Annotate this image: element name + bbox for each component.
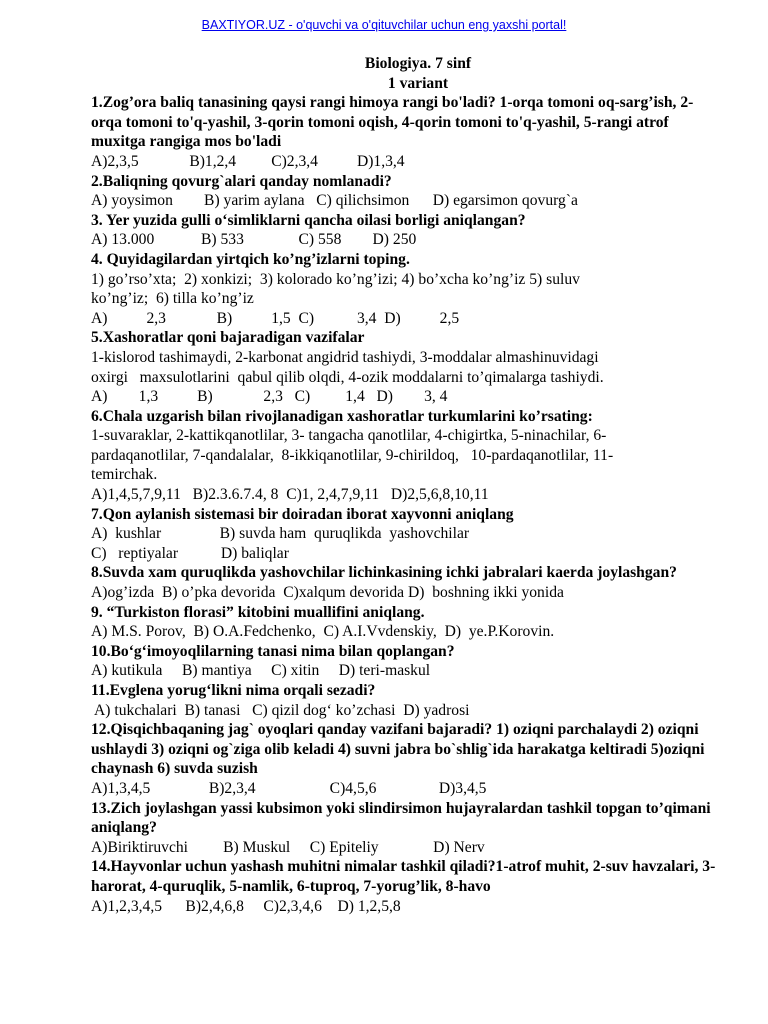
answer-line: temirchak.: [91, 466, 158, 484]
question-5: [91, 328, 721, 406]
answer-line: A) kutikula B) mantiya C) xitin D) teri-maskul: [91, 662, 431, 680]
answer-line: A)2,3,5 B)1,2,4 C)2,3,4 D)1,3,4: [91, 152, 405, 170]
answer-line: A) 1,3 B) 2,3 C) 1,4 D) 3, 4: [91, 388, 448, 406]
question-11: [91, 681, 721, 720]
answer-line: A)og’izda B) o’pka devorida C)xalqum devorida D) boshning ikki yonida: [91, 584, 564, 602]
question-14: [91, 857, 721, 916]
document-title: Biologiya. 7 sinf: [364, 55, 472, 72]
portal-header-link[interactable]: BAXTIYOR.UZ - o'quvchi va o'qituvchilar uchun eng yaxshi portal!: [201, 18, 567, 32]
question-text: 4. Quyidagilardan yirtqich ko’ng’izlarni toping.: [91, 250, 410, 268]
question-7: [91, 505, 721, 564]
question-text: 9. “Turkiston florasi” kitobini muallifini aniqlang.: [91, 603, 425, 621]
answer-line: A) kushlar B) suvda ham quruqlikda yashovchilar: [91, 525, 470, 543]
answer-line: A) tukchalari B) tanasi C) qizil dog‘ ko’zchasi D) yadrosi: [91, 701, 470, 719]
answer-line: ko’ng’iz; 6) tilla ko’ng’iz: [91, 290, 254, 308]
question-text: 2.Baliqning qovurg`alari qanday nomlanadi?: [91, 172, 392, 190]
answer-line: A)Biriktiruvchi B) Muskul C) Epiteliy D) Nerv: [91, 838, 485, 856]
question-text: 13.Zich joylashgan yassi kubsimon yoki slindirsimon hujayralardan tashkil topgan to’qimani aniqlang?: [91, 799, 711, 837]
question-text: 7.Qon aylanish sistemasi bir doiradan iborat xayvonni aniqlang: [91, 505, 514, 523]
test-document: [91, 54, 721, 916]
answer-line: A) 13.000 B) 533 C) 558 D) 250: [91, 231, 417, 249]
answer-line: 1-suvaraklar, 2-kattikqanotlilar, 3- tangacha qanotlilar, 4-chigirtka, 5-ninachilar, 6-: [91, 427, 607, 445]
question-text: 1.Zog’ora baliq tanasining qaysi rangi himoya rangi bo'ladi? 1-orqa tomoni oq-sarg’ish, 2-orqa tomoni to'q-yashil, 3-qorin tomoni oqish, 4-qorin tomoni to'q-yashil, 5-rangi atrof muxitga rangiga mos bo'ladi: [91, 94, 694, 151]
answer-line: A) M.S. Porov, B) O.A.Fedchenko, C) A.I.Vvdenskiy, D) ye.P.Korovin.: [91, 623, 555, 641]
question-text: 5.Xashoratlar qoni bajaradigan vazifalar: [91, 329, 365, 347]
answer-line: A)1,3,4,5 B)2,3,4 C)4,5,6 D)3,4,5: [91, 779, 487, 797]
question-12: [91, 720, 721, 798]
question-text: 12.Qisqichbaqaning jag` oyoqlari qanday vazifani bajaradi? 1) oziqni parchalaydi 2) oziqni ushlaydi 3) oziqni og`ziga olib keladi 4) suvni jabra bo`shlig`ida harakatga keltiradi 5)oziqni chaynash 6) suvda suzish: [91, 721, 705, 778]
question-list: [91, 93, 721, 916]
question-6: [91, 407, 721, 505]
question-3: [91, 211, 721, 250]
answer-line: oxirgi maxsulotlarini qabul qilib olqdi, 4-ozik moddalarni to’qimalarga tashiydi.: [91, 368, 604, 386]
question-8: [91, 563, 721, 602]
question-text: 8.Suvda xam quruqlikda yashovchilar lichinkasining ichki jabralari kaerda joylashgan?: [91, 564, 677, 582]
question-4: [91, 250, 721, 328]
answer-line: 1) go’rso’xta; 2) xonkizi; 3) kolorado ko’ng’izi; 4) bo’xcha ko’ng’iz 5) suluv: [91, 270, 580, 288]
answer-line: A) yoysimon B) yarim aylana C) qilichsimon D) egarsimon qovurg`a: [91, 192, 578, 210]
answer-line: A)1,4,5,7,9,11 B)2.3.6.7.4, 8 C)1, 2,4,7,9,11 D)2,5,6,8,10,11: [91, 486, 489, 504]
question-text: 14.Hayvonlar uchun yashash muhitni nimalar tashkil qiladi?1-atrof muhit, 2-suv havzalari, 3-harorat, 4-quruqlik, 5-namlik, 6-tuproq, 7-yorug’lik, 8-havo: [91, 858, 716, 895]
question-text: 10.Bo‘g‘imoyoqlilarning tanasi nima bilan qoplangan?: [91, 642, 455, 660]
document-variant: 1 variant: [387, 74, 449, 92]
question-text: 6.Chala uzgarish bilan rivojlanadigan xashoratlar turkumlarini ko’rsating:: [91, 407, 593, 425]
answer-line: C) reptiyalar D) baliqlar: [91, 544, 289, 562]
question-text: 11.Evglena yorug‘likni nima orqali sezadi?: [91, 682, 376, 699]
question-13: [91, 799, 721, 858]
answer-line: 1-kislorod tashimaydi, 2-karbonat angidrid tashiydi, 3-moddalar almashinuvidagi: [91, 348, 599, 366]
question-10: [91, 642, 721, 681]
answer-line: A) 2,3 B) 1,5 C) 3,4 D) 2,5: [91, 309, 460, 327]
answer-line: pardaqanotlilar, 7-qandalalar, 8-ikkiqanotlilar, 9-chirildoq, 10-pardaqanotlilar, 11-: [91, 446, 614, 464]
question-9: [91, 603, 721, 642]
question-text: 3. Yer yuzida gulli o‘simliklarni qancha oilasi borligi aniqlangan?: [91, 211, 526, 229]
answer-line: A)1,2,3,4,5 B)2,4,6,8 C)2,3,4,6 D) 1,2,5,8: [91, 897, 401, 915]
question-1: [91, 93, 721, 171]
question-2: [91, 172, 721, 211]
